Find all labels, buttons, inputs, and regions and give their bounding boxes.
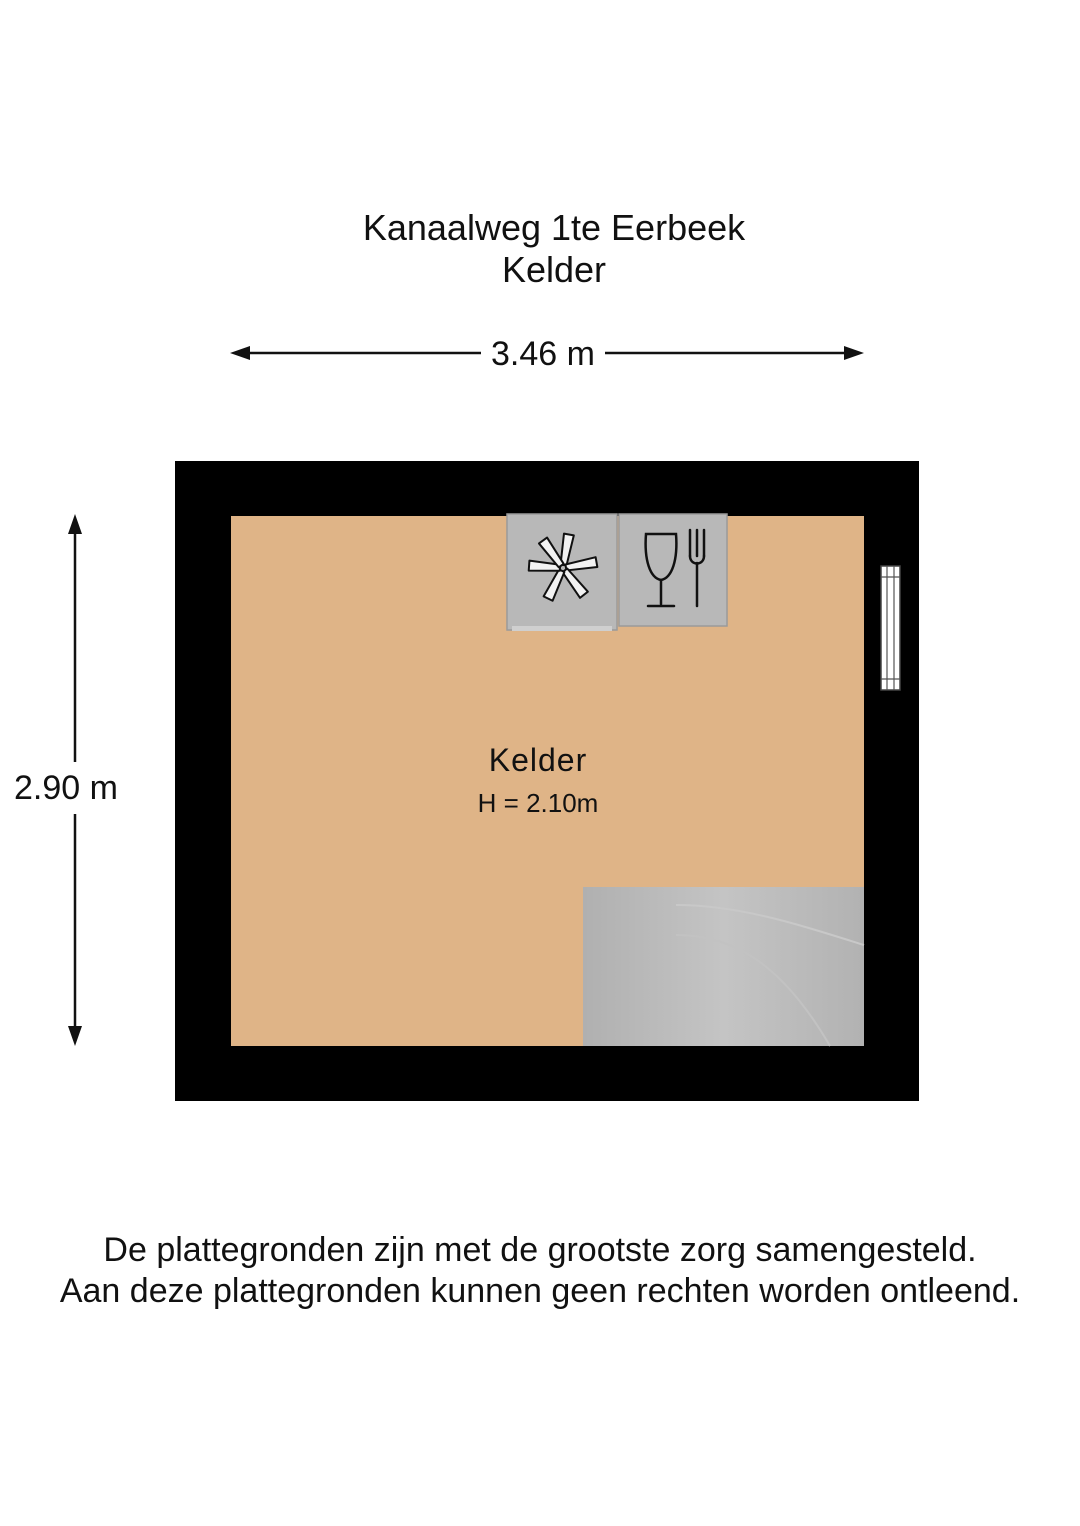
- disclaimer-line-1: De plattegronden zijn met de grootste zorg samengesteld.: [103, 1231, 977, 1269]
- height-dimension-label: 2.90 m: [14, 762, 118, 814]
- address-title: Kanaalweg 1te Eerbeek: [362, 207, 746, 248]
- window: [881, 566, 900, 690]
- room-height-label: H = 2.10m: [477, 788, 599, 818]
- kitchen-icon: [619, 514, 727, 626]
- disclaimer-line-2: Aan deze plattegronden kunnen geen rechten worden ontleend.: [59, 1272, 1021, 1310]
- room-name-label: Kelder: [488, 742, 588, 778]
- dryer-icon: [507, 514, 617, 631]
- width-dimension-label: 3.46 m: [481, 334, 605, 374]
- floor-title: Kelder: [501, 249, 607, 290]
- stairs: [583, 887, 864, 1046]
